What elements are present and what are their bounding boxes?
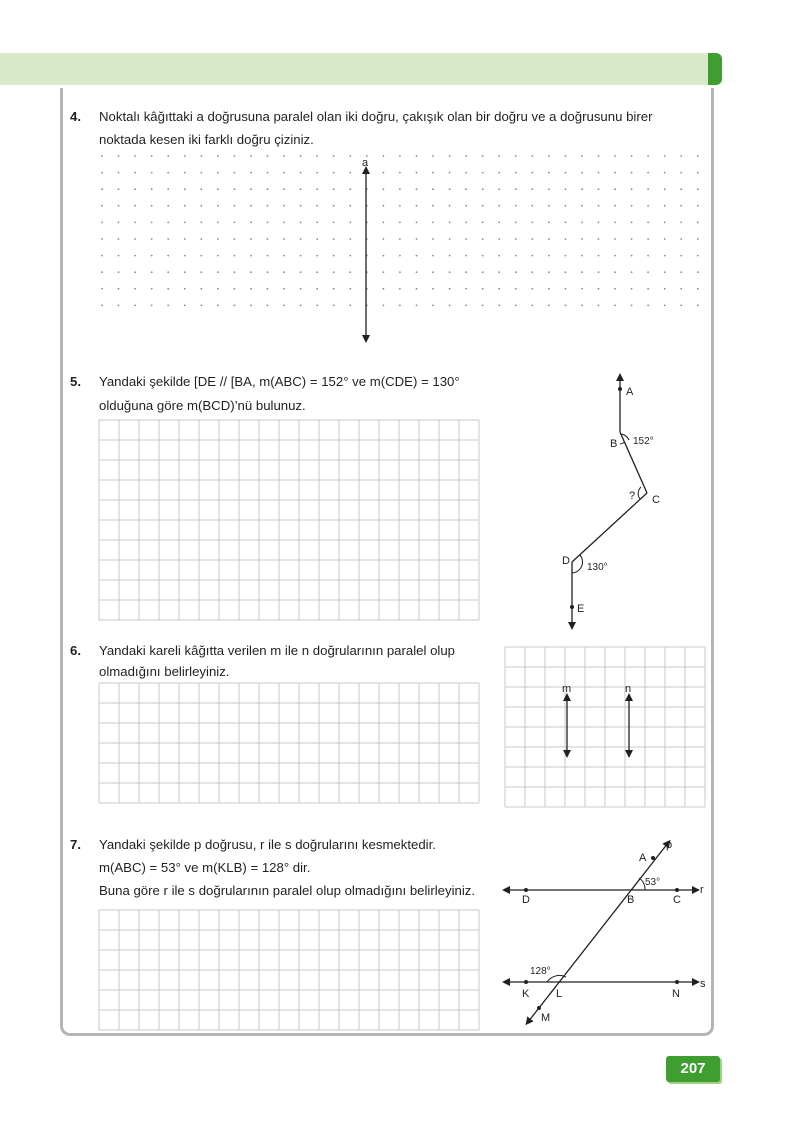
q7-angle-b: 53° — [645, 877, 661, 888]
q5-label-d: D — [562, 555, 570, 567]
q7-label-k: K — [522, 988, 530, 1000]
q5-figure — [562, 377, 660, 626]
q7-label-d: D — [522, 894, 530, 906]
q4-dot-paper[interactable] — [101, 155, 699, 306]
q7-label-s: s — [700, 978, 706, 990]
q5-label-a: A — [626, 386, 634, 398]
q5-answer-grid[interactable] — [99, 420, 479, 620]
q7-figure — [506, 839, 706, 1024]
q5-angle-d: 130° — [587, 562, 608, 573]
q5-text-line1: Yandaki şekilde [DE // [BA, m(ABC) = 152° ve m(CDE) = 130° — [99, 374, 460, 389]
q7-label-c: C — [673, 894, 681, 906]
q4-line-a-label: a — [362, 157, 369, 169]
q6-answer-grid[interactable] — [99, 683, 479, 803]
q7-angle-l: 128° — [530, 966, 551, 977]
q7-label-p: p — [666, 839, 673, 851]
q4-text-line2: noktada kesen iki farklı doğru çiziniz. — [99, 132, 314, 147]
q6-label-m: m — [562, 683, 572, 695]
q7-text-line2: m(ABC) = 53° ve m(KLB) = 128° dir. — [99, 860, 311, 875]
q6-text-line2: olmadığını belirleyiniz. — [99, 664, 230, 679]
q7-label-b: B — [627, 894, 635, 906]
q5-text-line2: olduğuna göre m(BCD)’nü bulunuz. — [99, 398, 306, 413]
q5-label-c: C — [652, 494, 660, 506]
q5-label-b: B — [610, 438, 618, 450]
q7-label-m: M — [541, 1012, 551, 1024]
q5-unknown-angle: ? — [629, 490, 636, 502]
q5-angle-b: 152° — [633, 436, 654, 447]
q6-text-line1: Yandaki kareli kâğıtta verilen m ile n doğrularının paralel olup — [99, 643, 456, 658]
q7-label-a: A — [639, 852, 647, 864]
q7-text-line3: Buna göre r ile s doğrularının paralel olup olmadığını belirleyiniz. — [99, 883, 476, 898]
q7-number: 7. — [70, 837, 81, 852]
q7-label-n: N — [672, 988, 680, 1000]
q4-number: 4. — [70, 109, 81, 124]
q7-answer-grid[interactable] — [99, 910, 479, 1030]
q7-text-line1: Yandaki şekilde p doğrusu, r ile s doğrularını kesmektedir. — [99, 837, 436, 852]
q6-label-n: n — [625, 683, 632, 695]
q5-label-e: E — [577, 603, 585, 615]
page-number: 207 — [666, 1056, 720, 1082]
q4-text-line1: Noktalı kâğıttaki a doğrusuna paralel olan iki doğru, çakışık olan bir doğru ve a doğrusunu birer — [99, 109, 653, 124]
q6-number: 6. — [70, 643, 81, 658]
q7-label-r: r — [700, 884, 704, 896]
q7-label-l: L — [556, 988, 563, 1000]
q6-figure-grid — [505, 647, 705, 807]
q5-number: 5. — [70, 374, 81, 389]
